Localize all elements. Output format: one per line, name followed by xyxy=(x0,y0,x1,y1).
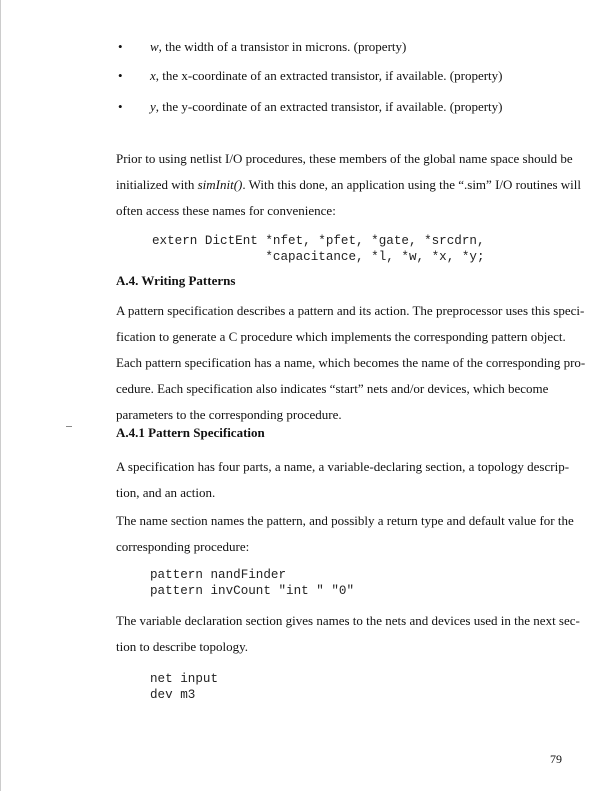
function-name: simInit() xyxy=(197,177,243,192)
paragraph-line: cedure. Each specification also indicates “start” nets and/or devices, which become xyxy=(116,381,549,396)
code-line: pattern invCount "int " "0" xyxy=(150,584,355,598)
bullet-item xyxy=(150,39,406,55)
text: initialized with xyxy=(116,177,198,192)
page-number: 79 xyxy=(550,752,562,766)
paragraph-line: Each pattern specification has a name, which becomes the name of the corresponding pro- xyxy=(116,355,586,370)
paragraph-line: tion, and an action. xyxy=(116,485,216,500)
code-line: *capacitance, *l, *w, *x, *y; xyxy=(152,250,485,264)
margin-mark xyxy=(66,426,72,427)
bullet-item xyxy=(150,99,503,115)
bullet-text: , the x-coordinate of an extracted transistor, if available. (property) xyxy=(155,68,503,83)
bullet-item xyxy=(150,68,503,84)
paragraph-line: fication to generate a C procedure which implements the corresponding pattern object. xyxy=(116,329,566,344)
term: y xyxy=(150,99,156,114)
code-line: net input xyxy=(150,672,219,686)
paragraph-line: A pattern specification describes a pattern and its action. The preprocessor uses this speci- xyxy=(116,303,585,318)
term: w xyxy=(150,39,159,54)
bullet-text: , the width of a transistor in microns. (property) xyxy=(158,39,407,54)
page-edge xyxy=(0,0,1,791)
code-line: extern DictEnt *nfet, *pfet, *gate, *srcdrn, xyxy=(152,234,485,248)
code-line: pattern nandFinder xyxy=(150,568,287,582)
code-line: dev m3 xyxy=(150,688,196,702)
paragraph-line: A specification has four parts, a name, a variable-declaring section, a topology descrip- xyxy=(116,459,570,474)
paragraph-line: tion to describe topology. xyxy=(116,639,249,654)
paragraph-line xyxy=(116,177,581,193)
section-heading: A.4. Writing Patterns xyxy=(116,273,236,288)
bullet: • xyxy=(118,39,123,54)
paragraph-line: corresponding procedure: xyxy=(116,539,250,554)
text: . With this done, an application using the “.sim” I/O routines will xyxy=(242,177,582,192)
paragraph-line: often access these names for convenience: xyxy=(116,203,336,218)
subsection-heading: A.4.1 Pattern Specification xyxy=(116,425,265,440)
bullet: • xyxy=(118,68,123,83)
term: x xyxy=(150,68,156,83)
bullet: • xyxy=(118,99,123,114)
paragraph-line: Prior to using netlist I/O procedures, these members of the global name space should be xyxy=(116,151,573,166)
paragraph-line: The variable declaration section gives names to the nets and devices used in the next sec- xyxy=(116,613,580,628)
bullet-text: , the y-coordinate of an extracted transistor, if available. (property) xyxy=(155,99,503,114)
paragraph-line: The name section names the pattern, and possibly a return type and default value for the xyxy=(116,513,574,528)
paragraph-line: parameters to the corresponding procedure. xyxy=(116,407,342,422)
